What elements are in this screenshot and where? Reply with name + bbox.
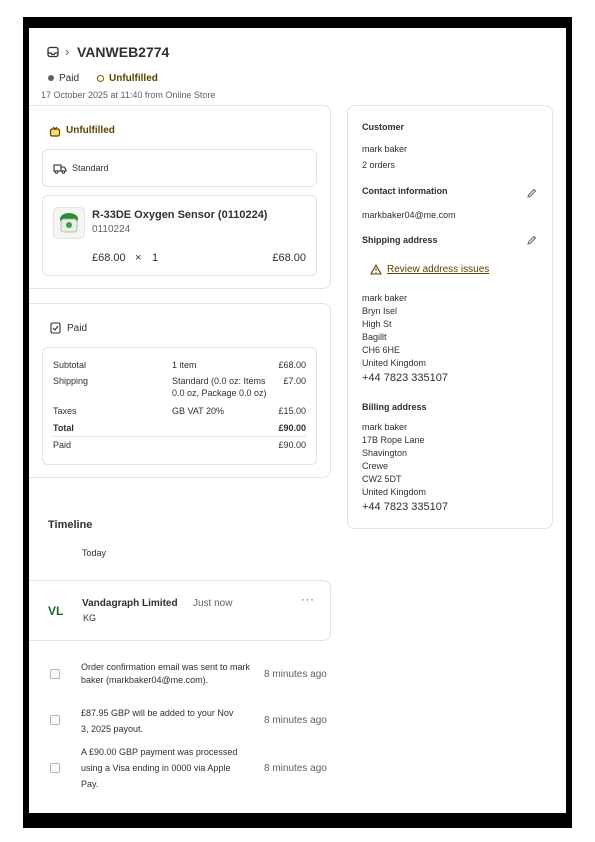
fulfillment-status-badge [97,73,158,84]
unfulfilled-heading: Unfulfilled [66,125,115,136]
event-checkbox [50,763,60,773]
payment-status-badge [48,73,79,84]
event-time: 8 minutes ago [264,763,327,774]
shipping-detail: Standard (0.0 oz: Items 0.0 oz, Package 0.0 oz) [172,376,267,398]
shipping-address-heading: Shipping address [362,235,438,245]
comment-card [29,580,331,641]
billing-postcode: CW2 5DT [362,474,402,484]
paid-label: Paid [53,440,72,450]
event-checkbox [50,669,60,679]
payment-summary-box [42,347,317,465]
subtotal-detail: 1 item [172,360,197,370]
payment-card [29,303,331,478]
event-text: Order confirmation email was sent to mark baker (markbaker04@me.com). [81,662,251,685]
payment-status-label: Paid [59,73,80,84]
order-date: 17 October 2025 at 11:40 from Online Store [41,90,216,100]
product-thumbnail[interactable] [53,207,85,239]
comment-author: Vandagraph Limited [82,598,178,609]
shipping-line: Bagillt [362,332,387,342]
product-quantity: 1 [152,252,159,264]
billing-address-heading: Billing address [362,402,427,412]
line-item-box [42,195,317,276]
contact-email[interactable]: markbaker04@me.com [362,210,456,220]
shipping-method-label: Standard [72,163,109,173]
comment-text: KG [83,613,97,623]
taxes-detail: GB VAT 20% [172,406,225,416]
timeline-date-label: Today [82,548,107,558]
timeline-heading: Timeline [48,519,93,531]
billing-address-block [362,421,448,515]
billing-line: Crewe [362,461,389,471]
billing-country: United Kingdom [362,487,427,497]
event-checkbox [50,715,60,725]
total-amount: £90.00 [278,423,306,433]
more-options-icon[interactable]: ··· [301,592,315,606]
event-time: 8 minutes ago [264,715,327,726]
subtotal-label: Subtotal [53,360,87,370]
shipping-address-block [362,292,448,386]
page-title: VANWEB2774 [77,44,170,60]
review-address-link[interactable]: Review address issues [387,264,490,275]
shipping-label: Shipping [53,376,89,386]
customer-orders-link[interactable]: 2 orders [362,160,396,170]
customer-name-link[interactable]: mark baker [362,144,408,154]
total-label: Total [53,423,74,433]
customer-heading: Customer [362,122,405,132]
shipping-amount: £7.00 [283,376,306,386]
fulfillment-status-label: Unfulfilled [109,73,158,84]
fulfillment-icon [49,125,61,137]
breadcrumb-chevron-icon: › [65,44,70,59]
billing-phone[interactable]: +44 7823 335107 [362,501,448,513]
taxes-amount: £15.00 [278,406,306,416]
paid-amount: £90.00 [278,440,306,450]
times-sign: × [135,252,142,264]
receipt-check-icon [50,322,61,334]
inbox-icon[interactable] [47,46,59,58]
product-unit-price: £68.00 [92,252,126,264]
warning-icon [370,264,382,275]
dot-icon [48,75,54,81]
avatar: VL [48,604,64,618]
unfulfilled-card [29,105,331,289]
product-line-total: £68.00 [272,252,306,264]
contact-heading: Contact information [362,186,448,196]
customer-card [347,105,553,529]
event-time: 8 minutes ago [264,669,327,680]
order-page [29,28,566,813]
billing-line: 17B Rope Lane [362,435,425,445]
shipping-postcode: CH6 6HE [362,345,401,355]
divider [53,436,306,437]
product-title[interactable]: R-33DE Oxygen Sensor (0110224) [92,209,268,221]
ring-icon [97,75,104,82]
product-sku: 0110224 [92,224,131,235]
taxes-label: Taxes [53,406,77,416]
billing-name: mark baker [362,422,408,432]
billing-line: Shavington [362,448,408,458]
paid-heading: Paid [67,323,88,334]
event-text: A £90.00 GBP payment was processed using a Visa ending in 0000 via Apple Pay. [81,747,238,789]
shipping-name: mark baker [362,293,408,303]
edit-contact-pencil-icon[interactable] [526,188,537,199]
event-text: £87.95 GBP will be added to your Nov 3, 2025 payout. [81,708,234,734]
truck-icon [53,163,67,174]
shipping-phone[interactable]: +44 7823 335107 [362,372,448,384]
subtotal-amount: £68.00 [278,360,306,370]
shipping-line: High St [362,319,392,329]
edit-shipping-pencil-icon[interactable] [526,235,537,246]
comment-time: Just now [193,598,233,609]
shipping-line: Bryn Isel [362,306,398,316]
shipping-method-box [42,149,317,187]
shipping-country: United Kingdom [362,358,427,368]
